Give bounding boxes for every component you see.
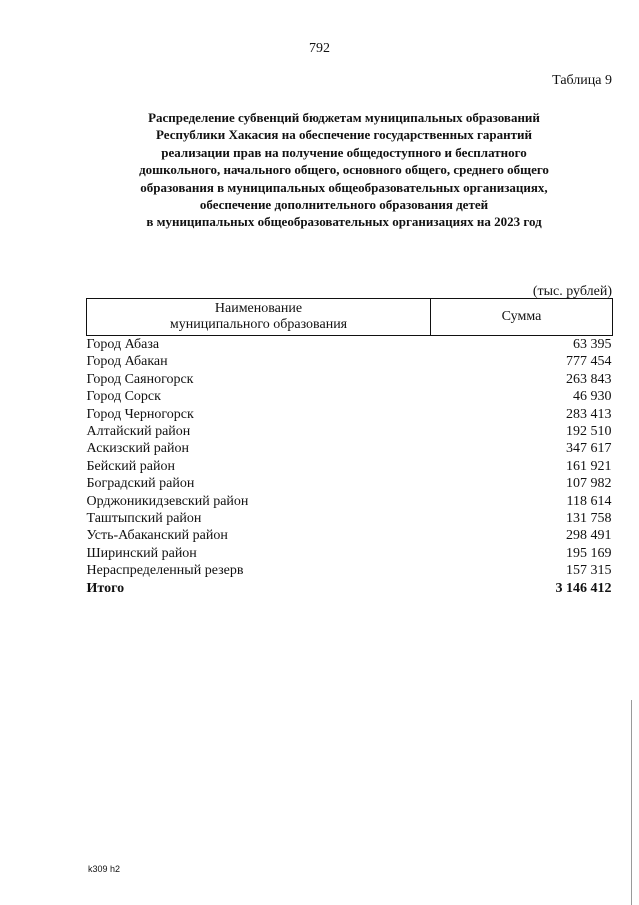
table-row [87,440,613,457]
municipality-name: Город Абакан [86,354,168,370]
municipality-name: Ширинский район [86,545,197,561]
table-row [87,545,613,562]
table-row [87,406,613,423]
title-line: реализации прав на получение общедоступного и бесплатного [161,144,527,160]
scan-edge-line [631,700,632,905]
amount-value: 263 843 [566,371,612,387]
table-row [87,371,613,388]
table-row [87,475,613,492]
table-label: Таблица 9 [552,73,612,88]
municipality-name: Город Сорск [86,389,161,405]
table-row [87,510,613,527]
amount-value: 192 510 [566,424,612,440]
table-row [87,527,613,544]
amount-value: 347 617 [566,441,612,457]
header-name [87,299,431,336]
municipality-name: Усть-Абаканский район [86,528,228,544]
title-line: дошкольного, начального общего, основного общего, среднего общего [139,162,549,178]
municipality-name: Город Черногорск [86,406,194,422]
budget-table [86,298,613,597]
title-line: в муниципальных общеобразовательных организациях на 2023 год [146,214,542,230]
table-row [87,336,613,354]
total-label: Итого [86,580,125,596]
municipality-name: Боградский район [86,476,195,492]
municipality-name: Аскизский район [86,441,189,457]
amount-value: 283 413 [566,406,612,422]
units-label: (тыс. рублей) [532,284,612,299]
municipality-name: Город Абаза [86,337,160,352]
title-line: Распределение субвенций бюджетам муниципальных образований [148,110,540,125]
header-name-line: муниципального образования [169,317,348,332]
municipality-name: Орджоникидзевский район [86,493,249,509]
footer-code: k309 h2 [88,864,121,874]
header-sum: Сумма [431,299,613,336]
municipality-name: Алтайский район [86,424,191,440]
amount-value: 131 758 [566,511,612,527]
amount-value: 195 169 [566,545,612,561]
total-value: 3 146 412 [555,580,612,596]
total-row [87,580,613,597]
title-line: Республики Хакасия на обеспечение государственных гарантий [156,127,532,143]
amount-value: 118 614 [566,493,612,509]
table-row [87,353,613,370]
amount-value: 46 930 [573,389,612,405]
municipality-name: Таштыпский район [86,511,202,527]
title-line: образования в муниципальных общеобразовательных организациях, [140,179,548,195]
amount-value: 63 395 [573,337,612,352]
amount-value: 107 982 [566,476,612,492]
amount-value: 777 454 [566,354,612,370]
municipality-name: Нераспределенный резерв [86,563,244,579]
table-row [87,458,613,475]
amount-value: 298 491 [566,528,612,544]
amount-value: 161 921 [566,458,612,474]
table-row [87,493,613,510]
municipality-name: Город Саяногорск [86,371,194,387]
table-row [87,562,613,579]
document-title [84,109,604,231]
table-row [87,388,613,405]
amount-value: 157 315 [566,563,612,579]
title-line: обеспечение дополнительного образования детей [199,197,489,213]
municipality-name: Бейский район [86,458,175,474]
table-header-row [87,299,613,336]
table-row [87,423,613,440]
page-number: 792 [309,41,330,56]
header-name-line: Наименование [214,301,303,316]
